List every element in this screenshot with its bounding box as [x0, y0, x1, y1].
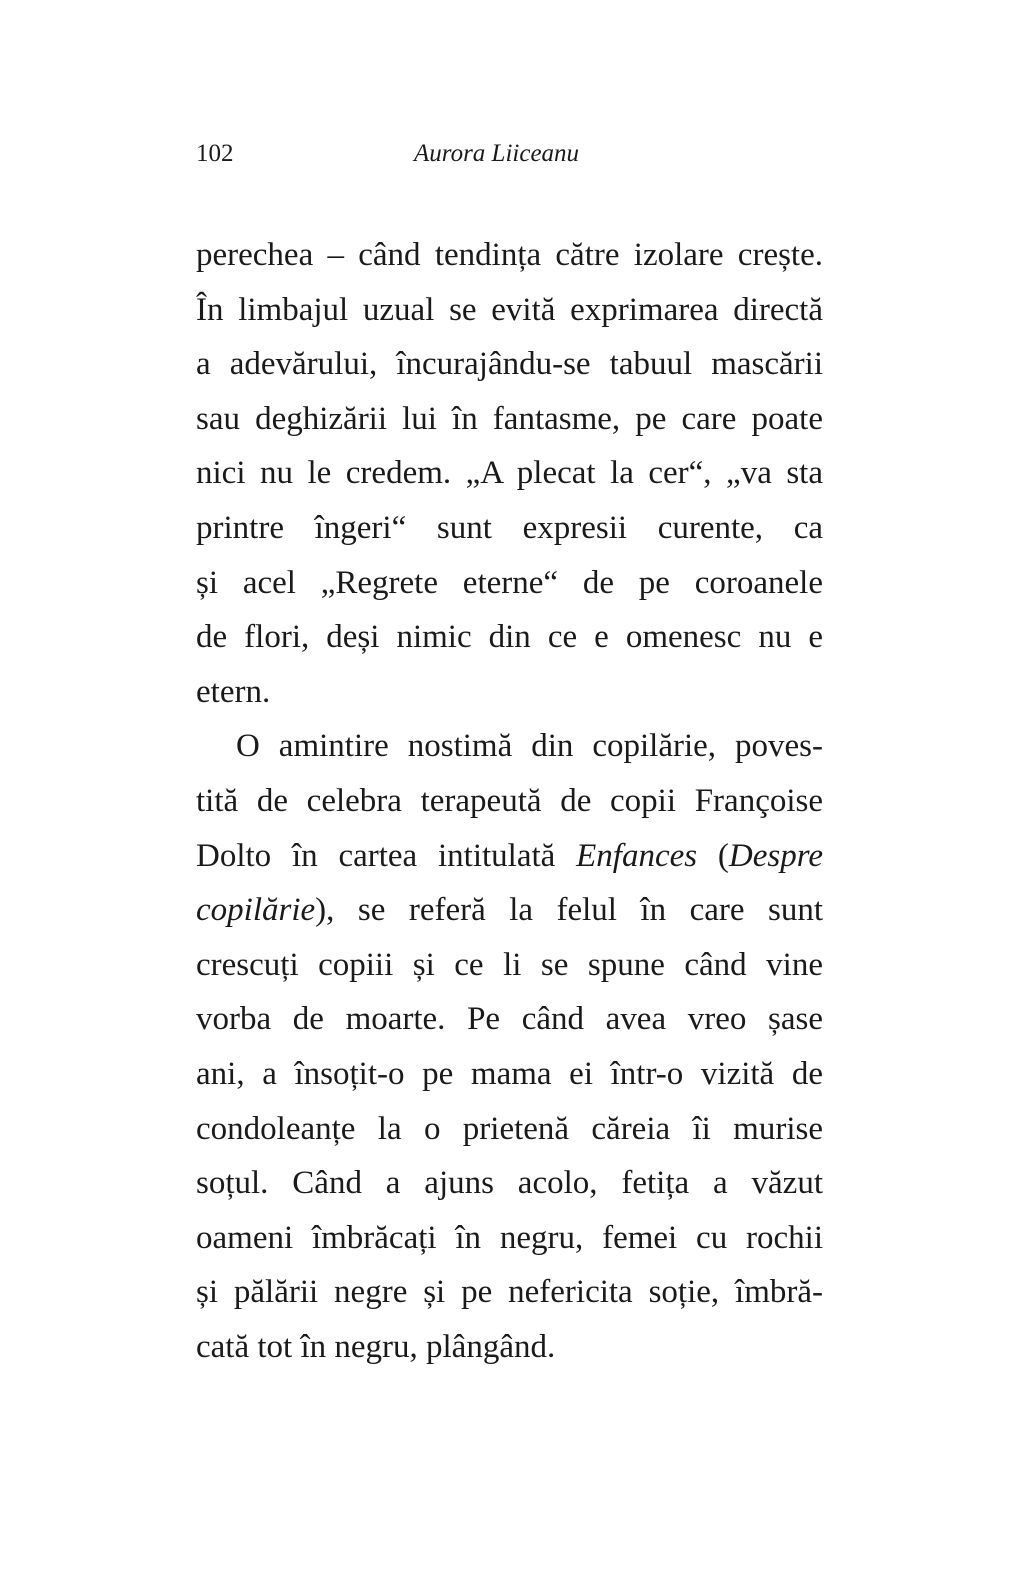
paragraph	[196, 228, 823, 719]
text-segment: vorba de moarte. Pe când avea vreo șase	[196, 1001, 823, 1038]
text-line	[196, 1211, 823, 1266]
running-title: Aurora Liiceanu	[414, 140, 580, 167]
body-text	[196, 228, 823, 1374]
text-segment: ), se referă la felul în care sunt	[315, 892, 823, 929]
text-line	[196, 719, 823, 774]
text-segment: a adevărului, încurajându-se tabuul mascării	[196, 346, 823, 383]
text-segment: Dolto în cartea intitulată	[196, 837, 577, 874]
text-line	[196, 392, 823, 447]
text-line	[196, 610, 823, 665]
page-number: 102	[196, 140, 234, 167]
text-line	[196, 665, 823, 720]
text-line	[196, 992, 823, 1047]
text-line	[196, 446, 823, 501]
text-segment: crescuți copiii și ce li se spune când vine	[196, 946, 823, 983]
paragraph	[196, 719, 823, 1374]
text-segment: tită de celebra terapeută de copii Françoise	[196, 782, 823, 819]
text-segment: și pălării negre și pe nefericita soție, îmbră-	[196, 1274, 823, 1311]
text-line	[196, 1047, 823, 1102]
text-segment: condoleanțe la o prietenă căreia îi murise	[196, 1110, 823, 1147]
text-segment: și acel „Regrete eterne“ de pe coroanele	[196, 564, 823, 601]
text-line	[196, 556, 823, 611]
italic-text: Enfances	[576, 837, 698, 874]
text-line	[196, 1156, 823, 1211]
text-segment: nici nu le credem. „A plecat la cer“, „va sta	[196, 455, 823, 492]
text-line	[196, 883, 823, 938]
text-line	[196, 1320, 823, 1375]
text-segment: O amintire nostimă din copilărie, poves-	[236, 728, 823, 765]
text-segment: soțul. Când a ajuns acolo, fetița a văzut	[196, 1165, 823, 1202]
text-line	[196, 501, 823, 556]
text-line	[196, 337, 823, 392]
text-segment: etern.	[196, 673, 271, 710]
text-line	[196, 283, 823, 338]
italic-text: Despre	[728, 837, 823, 874]
text-segment: oameni îmbrăcați în negru, femei cu rochii	[196, 1219, 823, 1256]
text-line	[196, 938, 823, 993]
text-line	[196, 774, 823, 829]
text-segment: (	[697, 837, 729, 874]
text-segment: sau deghizării lui în fantasme, pe care poate	[196, 400, 823, 437]
text-segment: ani, a însoțit-o pe mama ei într-o vizită de	[196, 1055, 823, 1092]
text-segment: printre îngeri“ sunt expresii curente, ca	[196, 509, 823, 546]
text-segment: perechea – când tendința către izolare crește.	[196, 237, 823, 273]
text-line	[196, 228, 823, 283]
text-line	[196, 1102, 823, 1157]
italic-text: copilărie	[196, 892, 316, 929]
text-line	[196, 1265, 823, 1320]
text-segment: de flori, deși nimic din ce e omenesc nu e	[196, 619, 823, 656]
running-header	[196, 140, 823, 180]
text-segment: cată tot în negru, plângând.	[196, 1328, 556, 1365]
text-line	[196, 829, 823, 884]
text-segment: În limbajul uzual se evită exprimarea directă	[196, 291, 823, 328]
